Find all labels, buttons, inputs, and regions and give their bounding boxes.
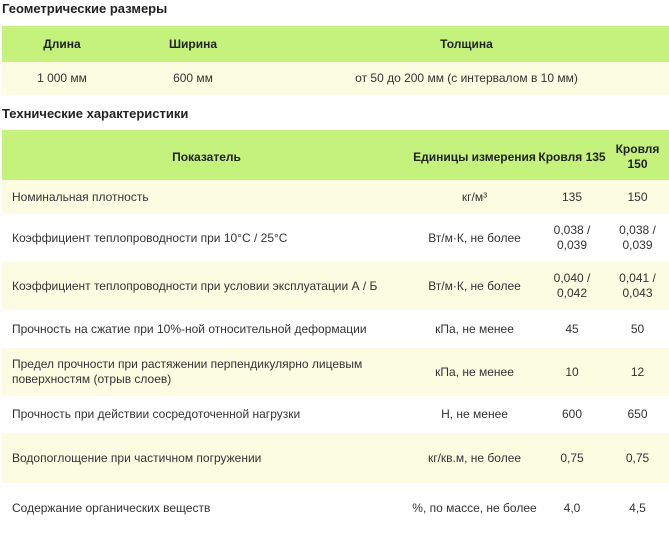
cell-k135: 0,038 / 0,039 xyxy=(538,214,606,262)
cell-param: Коэффициент теплопроводности при условии эксплуатации А / Б xyxy=(2,262,411,310)
cell-units: кПа, не менее xyxy=(411,310,538,348)
cell-k150: 150 xyxy=(606,180,669,214)
cell-k135: 45 xyxy=(538,310,606,348)
table-row xyxy=(2,396,669,433)
cell-param: Содержание органических веществ xyxy=(2,483,411,533)
cell-k150: 0,038 / 0,039 xyxy=(606,214,669,262)
cell-k135: 0,75 xyxy=(538,433,606,483)
cell-k135: 600 xyxy=(538,396,606,433)
cell-k150: 650 xyxy=(606,396,669,433)
cell-length: 1 000 мм xyxy=(2,62,122,95)
cell-k135: 0,040 / 0,042 xyxy=(538,262,606,310)
cell-units: Н, не менее xyxy=(411,396,538,433)
cell-units: %, по массе, не более xyxy=(411,483,538,533)
geometry-title: Геометрические размеры xyxy=(2,1,168,16)
cell-units: кг/кв.м, не более xyxy=(411,433,538,483)
cell-thickness: от 50 до 200 мм (с интервалом в 10 мм) xyxy=(264,62,669,95)
cell-units: Вт/м·К, не более xyxy=(411,262,538,310)
tech-header-row xyxy=(2,130,669,180)
cell-units: кПа, не менее xyxy=(411,348,538,396)
cell-k150: 12 xyxy=(606,348,669,396)
cell-width: 600 мм xyxy=(122,62,264,95)
header-length: Длина xyxy=(2,26,122,62)
geometry-table xyxy=(2,26,669,95)
table-row xyxy=(2,214,669,262)
table-row xyxy=(2,433,669,483)
cell-param: Коэффициент теплопроводности при 10°С / 25°С xyxy=(2,214,411,262)
table-row xyxy=(2,180,669,214)
tech-title: Технические характеристики xyxy=(2,106,189,121)
cell-param: Предел прочности при растяжении перпендикулярно лицевым поверхностям (отрыв слоев) xyxy=(2,348,411,396)
header-k135: Кровля 135 xyxy=(538,130,606,180)
cell-param: Прочность на сжатие при 10%-ной относительной деформации xyxy=(2,310,411,348)
header-units: Единицы измерения xyxy=(411,130,538,180)
geometry-header-row xyxy=(2,26,669,62)
cell-k150: 0,75 xyxy=(606,433,669,483)
header-width: Ширина xyxy=(122,26,264,62)
table-row xyxy=(2,262,669,310)
cell-k135: 4,0 xyxy=(538,483,606,533)
cell-units: кг/м³ xyxy=(411,180,538,214)
geometry-row xyxy=(2,62,669,95)
cell-param: Водопоглощение при частичном погружении xyxy=(2,433,411,483)
cell-k150: 0,041 / 0,043 xyxy=(606,262,669,310)
header-thickness: Толщина xyxy=(264,26,669,62)
table-row xyxy=(2,483,669,533)
header-k150: Кровля 150 xyxy=(606,130,669,180)
tech-table xyxy=(2,130,669,533)
cell-k150: 4,5 xyxy=(606,483,669,533)
cell-units: Вт/м·К, не более xyxy=(411,214,538,262)
table-row xyxy=(2,348,669,396)
cell-param: Номинальная плотность xyxy=(2,180,411,214)
cell-k150: 50 xyxy=(606,310,669,348)
table-row xyxy=(2,310,669,348)
cell-k135: 135 xyxy=(538,180,606,214)
cell-param: Прочность при действии сосредоточенной нагрузки xyxy=(2,396,411,433)
cell-k135: 10 xyxy=(538,348,606,396)
header-param: Показатель xyxy=(2,130,411,180)
